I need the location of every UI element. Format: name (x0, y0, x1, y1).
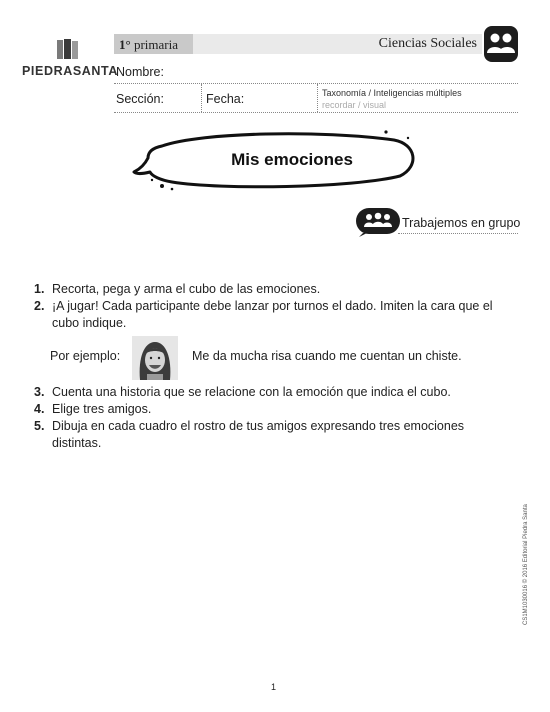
list-item-text: Recorta, pega y arma el cubo de las emociones. (52, 282, 321, 296)
copyright-note: CS1M1030016 © 2016 Editorial Piedra Santa (523, 504, 529, 625)
list-item-number: 3. (34, 385, 45, 399)
group-people-icon (484, 26, 518, 62)
taxonomy-title: Taxonomía / Inteligencias múltiples (322, 88, 462, 98)
example-text: Me da mucha risa cuando me cuentan un chiste. (192, 349, 462, 363)
grade-label (119, 37, 178, 53)
field-divider (201, 84, 202, 112)
list-item (34, 401, 504, 418)
list-item-text: Elige tres amigos. (52, 402, 152, 416)
date-label: Fecha: (206, 92, 245, 106)
group-work-icon (355, 207, 401, 237)
list-item-number: 5. (34, 419, 45, 433)
brand-logo-text: PIEDRASANTA (22, 64, 118, 78)
grade-number: 1° (119, 37, 131, 52)
list-item (34, 418, 504, 452)
grade-level: primaria (133, 37, 178, 52)
name-label: Nombre: (116, 65, 164, 79)
list-item (34, 298, 504, 332)
list-item-text: ¡A jugar! Cada participante debe lanzar por turnos el dado. Imiten la cara que el cubo indique. (52, 299, 493, 330)
book-logo-icon (56, 38, 80, 60)
list-item-number: 2. (34, 299, 45, 313)
list-item (34, 384, 504, 401)
example-label: Por ejemplo: (50, 349, 121, 363)
group-work-label: Trabajemos en grupo (402, 216, 521, 230)
list-item-text: Dibuja en cada cuadro el rostro de tus amigos expresando tres emociones distintas. (52, 419, 465, 450)
section-line (114, 112, 518, 113)
field-divider (317, 84, 318, 112)
group-underline (398, 233, 518, 234)
name-line (114, 83, 518, 84)
list-item-number: 1. (34, 282, 45, 296)
child-photo (132, 336, 178, 380)
page-number: 1 (271, 682, 277, 692)
list-item-text: Cuenta una historia que se relacione con la emoción que indica el cubo. (52, 385, 451, 399)
section-label: Sección: (116, 92, 164, 106)
taxonomy-values: recordar / visual (322, 100, 387, 110)
page-title: Mis emociones (231, 150, 353, 169)
list-item-number: 4. (34, 402, 45, 416)
subject-title: Ciencias Sociales (378, 36, 477, 51)
list-item (34, 281, 504, 298)
